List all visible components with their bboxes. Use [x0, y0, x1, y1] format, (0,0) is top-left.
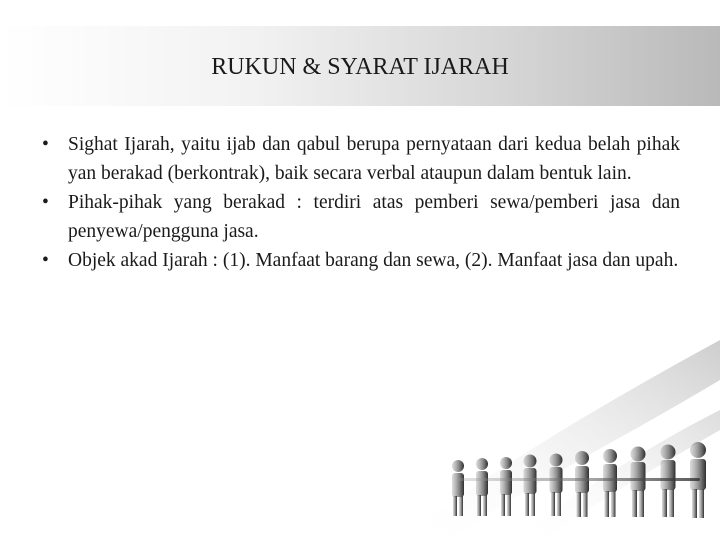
bullet-list [40, 130, 680, 275]
people-group [452, 442, 706, 518]
bullet-item-1 [40, 130, 680, 188]
swoosh-shape [400, 340, 720, 540]
bullet-icon: • [42, 250, 49, 271]
bullet-text-2: Pihak-pihak yang berakad : terdiri atas pemberi sewa/pemberi jasa dan penyewa/pengguna jasa. [68, 192, 680, 242]
people-silhouette-image [340, 280, 720, 540]
bullet-text-3: Objek akad Ijarah : (1). Manfaat barang dan sewa, (2). Manfaat jasa dan upah. [68, 250, 679, 271]
bullet-item-2 [40, 188, 680, 246]
slide-title: RUKUN & SYARAT IJARAH [211, 54, 509, 80]
bullet-text-1: Sighat Ijarah, yaitu ijab dan qabul berupa pernyataan dari kedua belah pihak yan berakad (berkontrak), baik secara verbal ataupun dalam bentuk lain. [68, 134, 680, 184]
bullet-item-3 [40, 246, 680, 275]
bullet-icon: • [42, 134, 49, 155]
bullet-icon: • [42, 192, 49, 213]
swoosh-shape [510, 410, 720, 540]
